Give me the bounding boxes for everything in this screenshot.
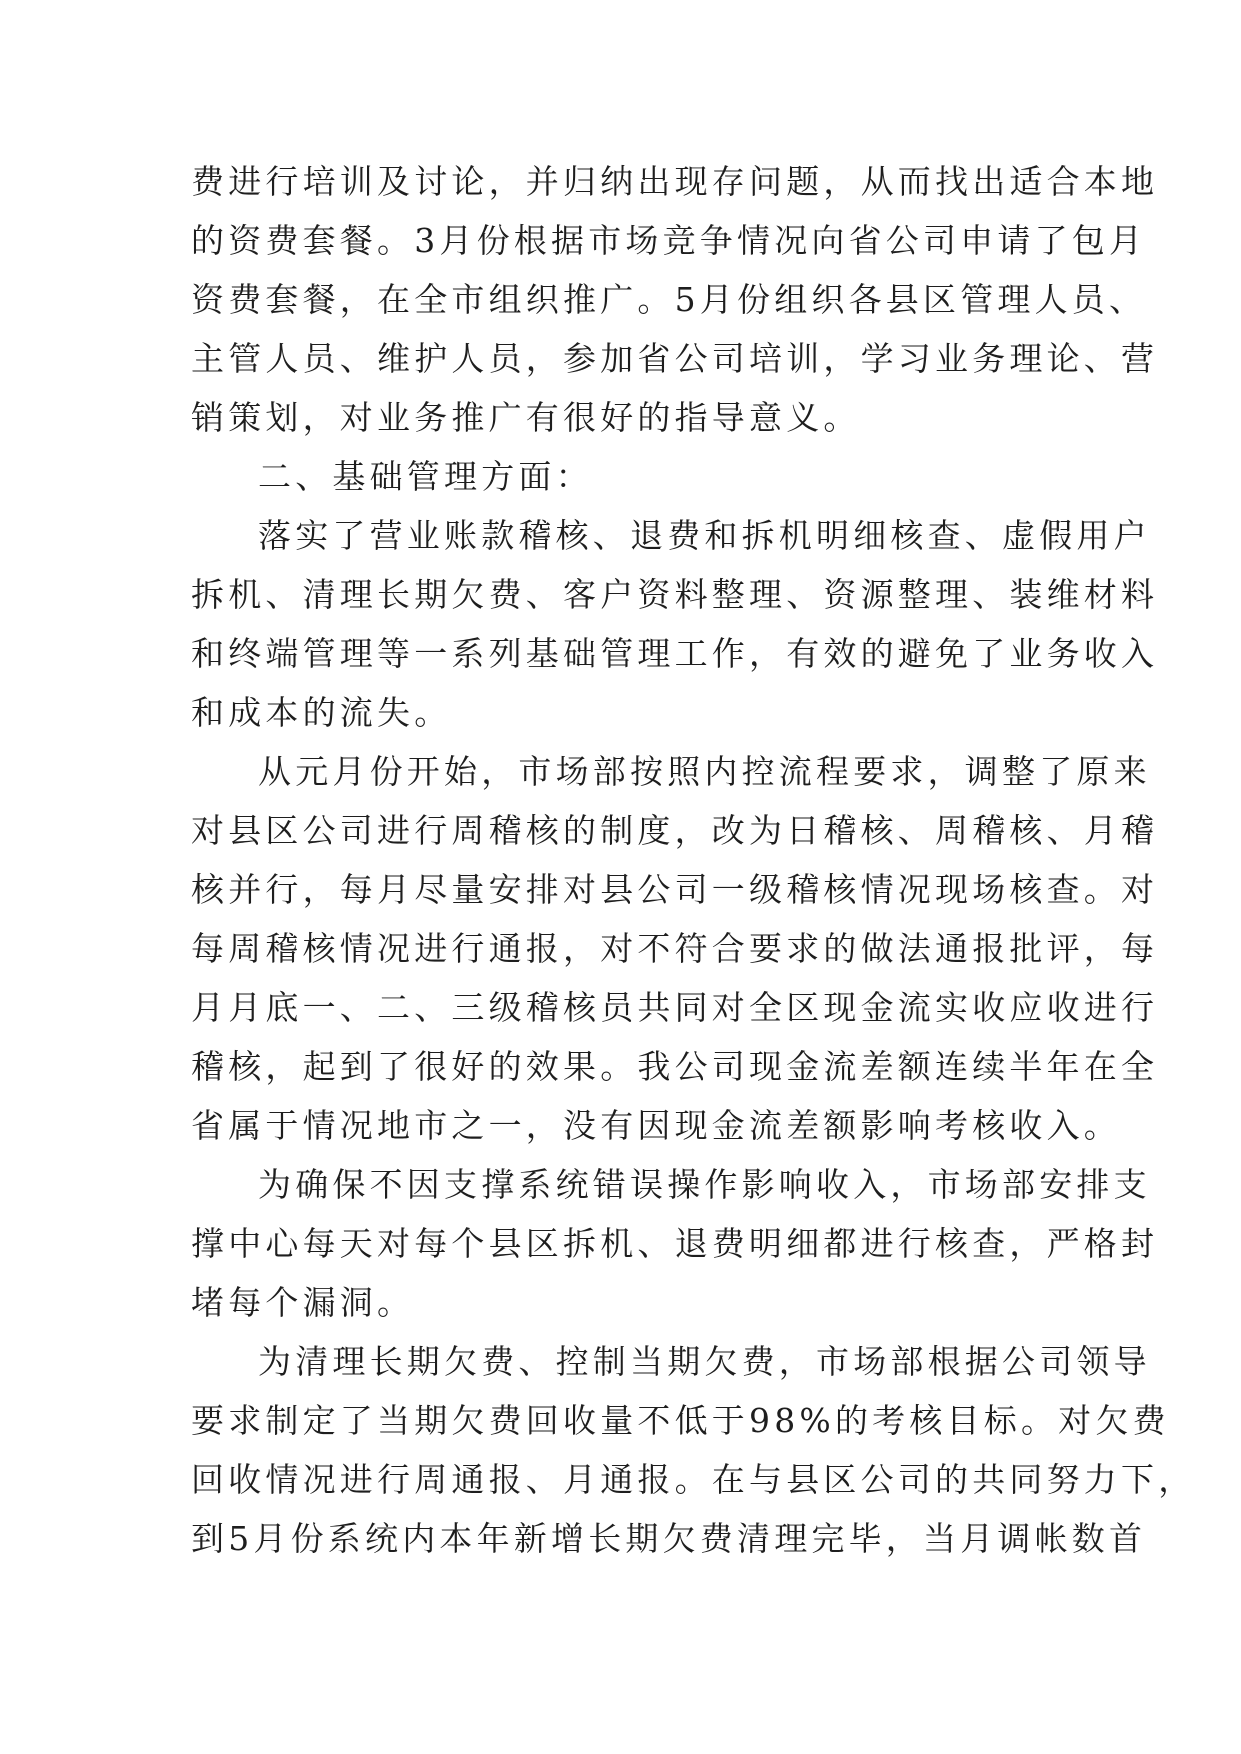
text-line-4: 主管人员、维护人员，参加省公司培训，学习业务理论、营 [191,339,1159,378]
text-line-14: 每周稽核情况进行通报，对不符合要求的做法通报批评，每 [191,929,1159,968]
text-line-7: 落实了营业账款稽核、退费和拆机明细核查、虚假用户 [258,516,1151,555]
text-line-21: 为清理长期欠费、控制当期欠费，市场部根据公司领导 [258,1342,1151,1381]
text-line-9: 和终端管理等一系列基础管理工作，有效的避免了业务收入 [191,634,1159,673]
text-line-3: 资费套餐，在全市组织推广。5月份组织各县区管理人员、 [191,280,1147,319]
text-line-1: 费进行培训及讨论，并归纳出现存问题，从而找出适合本地 [191,162,1159,201]
document-body [191,152,1196,1568]
text-line-8: 拆机、清理长期欠费、客户资料整理、资源整理、装维材料 [191,575,1159,614]
text-line-20: 堵每个漏洞。 [191,1283,415,1322]
text-line-12: 对县区公司进行周稽核的制度，改为日稽核、周稽核、月稽 [191,811,1159,850]
text-line-13: 核并行，每月尽量安排对县公司一级稽核情况现场核查。对 [191,870,1159,909]
section-heading: 二、基础管理方面： [258,457,593,496]
text-line-2: 的资费套餐。3月份根据市场竞争情况向省公司申请了包月 [191,221,1147,260]
text-line-11: 从元月份开始，市场部按照内控流程要求，调整了原来 [258,752,1151,791]
text-line-5: 销策划，对业务推广有很好的指导意义。 [191,398,861,437]
text-line-19: 撑中心每天对每个县区拆机、退费明细都进行核查，严格封 [191,1224,1159,1263]
text-line-24: 到5月份系统内本年新增长期欠费清理完毕，当月调帐数首 [191,1519,1147,1558]
text-line-15: 月月底一、二、三级稽核员共同对全区现金流实收应收进行 [191,988,1159,1027]
text-line-22: 要求制定了当期欠费回收量不低于98%的考核目标。对欠费 [191,1401,1170,1440]
text-line-23: 回收情况进行周通报、月通报。在与县区公司的共同努力下， [191,1460,1196,1499]
text-line-18: 为确保不因支撑系统错误操作影响收入，市场部安排支 [258,1165,1151,1204]
text-line-16: 稽核，起到了很好的效果。我公司现金流差额连续半年在全 [191,1047,1159,1086]
text-line-10: 和成本的流失。 [191,693,452,732]
text-line-17: 省属于情况地市之一，没有因现金流差额影响考核收入。 [191,1106,1121,1145]
